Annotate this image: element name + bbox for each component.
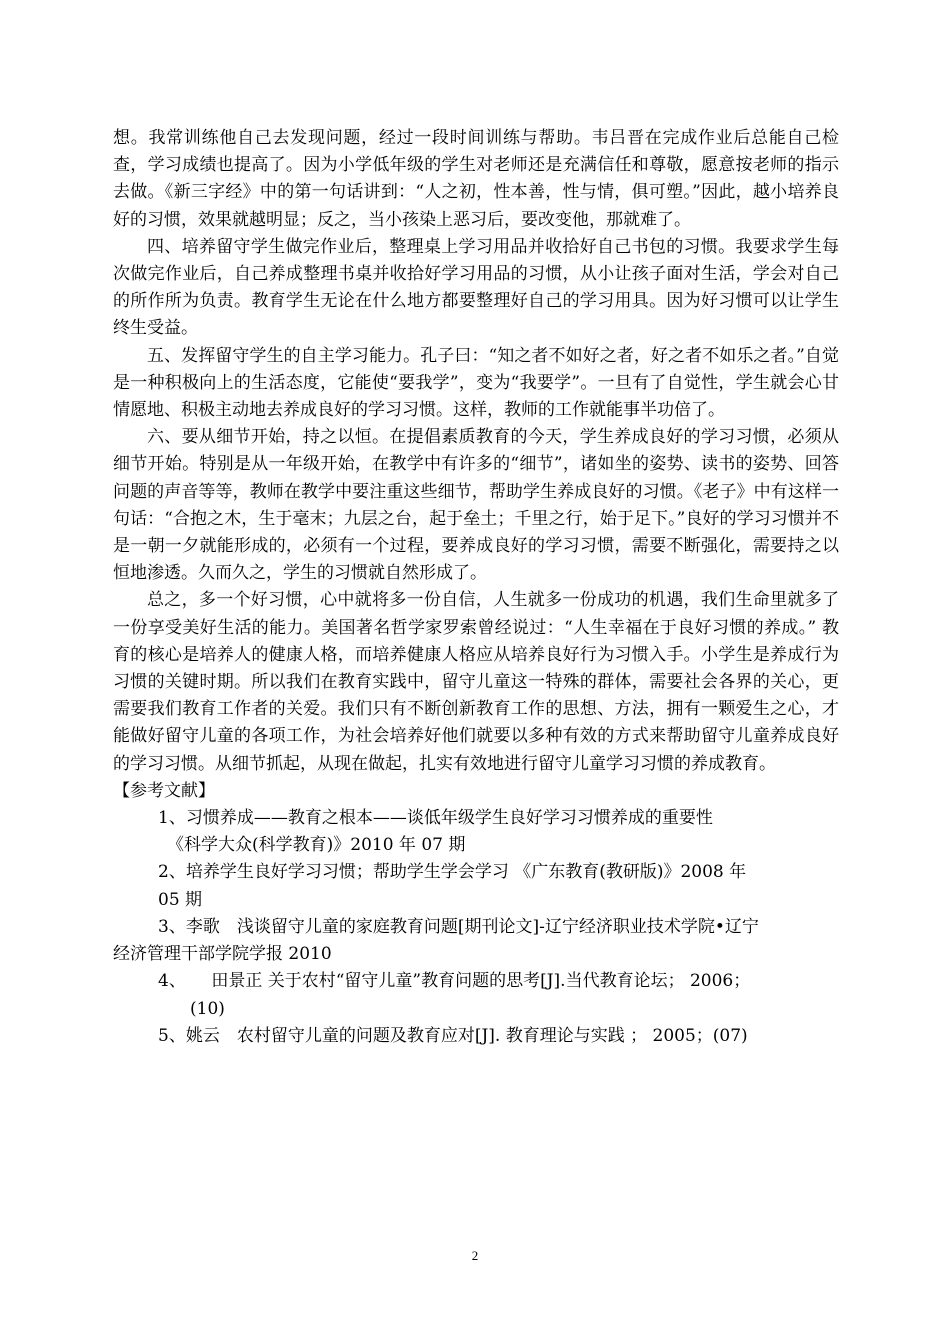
reference-list	[113, 805, 839, 1050]
paragraph-habit-six: 六、要从细节开始，持之以恒。在提倡素质教育的今天，学生养成良好的学习习惯，必须从细节开始。特别是从一年级开始，在教学中有许多的“细节”，诸如坐的姿势、读书的姿势、回答问题的声音等等，教师在教学中要注重这些细节，帮助学生养成良好的习惯。《老子》中有这样一句话：“合抱之木，生于毫末；九层之台，起于垒土；千里之行，始于足下。”良好的学习习惯并不是一朝一夕就能形成的，必须有一个过程，要养成良好的学习习惯，需要不断强化，需要持之以恒地渗透。久而久之，学生的习惯就自然形成了。	[113, 427, 839, 584]
reference-line: 1、习惯养成——教育之根本——谈低年级学生良好学习习惯养成的重要性	[158, 808, 713, 829]
paragraph-habit-five: 五、发挥留守学生的自主学习能力。孔子曰：“知之者不如好之者，好之者不如乐之者。”自觉是一种积极向上的生活态度，它能使“要我学”，变为“我要学”。一旦有了自觉性，学生就会心甘情愿地、积极主动地去养成良好的学习习惯。这样，教师的工作就能事半功倍了。	[113, 345, 839, 421]
paragraph-continuation: 想。我常训练他自己去发现问题，经过一段时间训练与帮助。韦吕晋在完成作业后总能自己检查，学习成绩也提高了。因为小学低年级的学生对老师还是充满信任和尊敬，愿意按老师的指示去做。《新三字经》中的第一句话讲到：“人之初，性本善，性与情，俱可塑。”因此，越小培养良好的习惯，效果就越明显；反之，当小孩染上恶习后，要改变他，那就难了。	[113, 128, 839, 230]
references-section	[113, 778, 839, 1050]
reference-item	[113, 914, 839, 968]
body-text	[113, 125, 839, 1050]
reference-item	[113, 1023, 839, 1050]
reference-line: 3、李歌 浅谈留守儿童的家庭教育问题[期刊论文]-辽宁经济职业技术学院•辽宁	[158, 916, 759, 937]
reference-line: 2、培养学生良好学习习惯；帮助学生学会学习 《广东教育(教研版)》2008 年	[158, 862, 747, 883]
reference-line: 05 期	[158, 889, 203, 910]
paragraph-habit-four: 四、培养留守学生做完作业后，整理桌上学习用品并收拾好自己书包的习惯。我要求学生每次做完作业后，自己养成整理书桌并收拾好学习用品的习惯，从小让孩子面对生活，学会对自己的所作所为负责。教育学生无论在什么地方都要整理好自己的学习用具。因为好习惯可以让学生终生受益。	[113, 236, 839, 339]
page-number: 2	[471, 1248, 479, 1263]
reference-item	[113, 805, 839, 859]
reference-item	[113, 968, 839, 1022]
paragraph-conclusion: 总之，多一个好习惯，心中就将多一份自信，人生就多一份成功的机遇，我们生命里就多了一份享受美好生活的能力。美国著名哲学家罗索曾经说过：“人生幸福在于良好习惯的养成。” 教育的核心是培养人的健康人格，而培养健康人格应从培养良好行为习惯入手。小学生是养成行为习惯的关键时期。所以我们在教育实践中，留守儿童这一特殊的群体，需要社会各界的关心，更需要我们教育工作者的关爱。我们只有不断创新教育工作的思想、方法，拥有一颗爱生之心，才能做好留守儿童的各项工作，为社会培养好他们就要以多种有效的方式来帮助留守儿童养成良好的学习习惯。从细节抓起，从现在做起，扎实有效地进行留守儿童学习习惯的养成教育。	[113, 590, 839, 774]
reference-line: 4、 田景正 关于农村“留守儿童”教育问题的思考[J].当代教育论坛； 2006；	[158, 971, 751, 992]
reference-line: 5、姚云 农村留守儿童的问题及教育应对[J]. 教育理论与实践 ； 2005；(07)	[158, 1025, 748, 1046]
reference-item	[113, 859, 839, 913]
references-heading: 【参考文献】	[113, 780, 215, 801]
reference-line: 《科学大众(科学教育)》2010 年 07 期	[167, 835, 466, 856]
reference-line: (10)	[190, 998, 225, 1019]
reference-line: 经济管理干部学院学报 2010	[113, 944, 332, 965]
